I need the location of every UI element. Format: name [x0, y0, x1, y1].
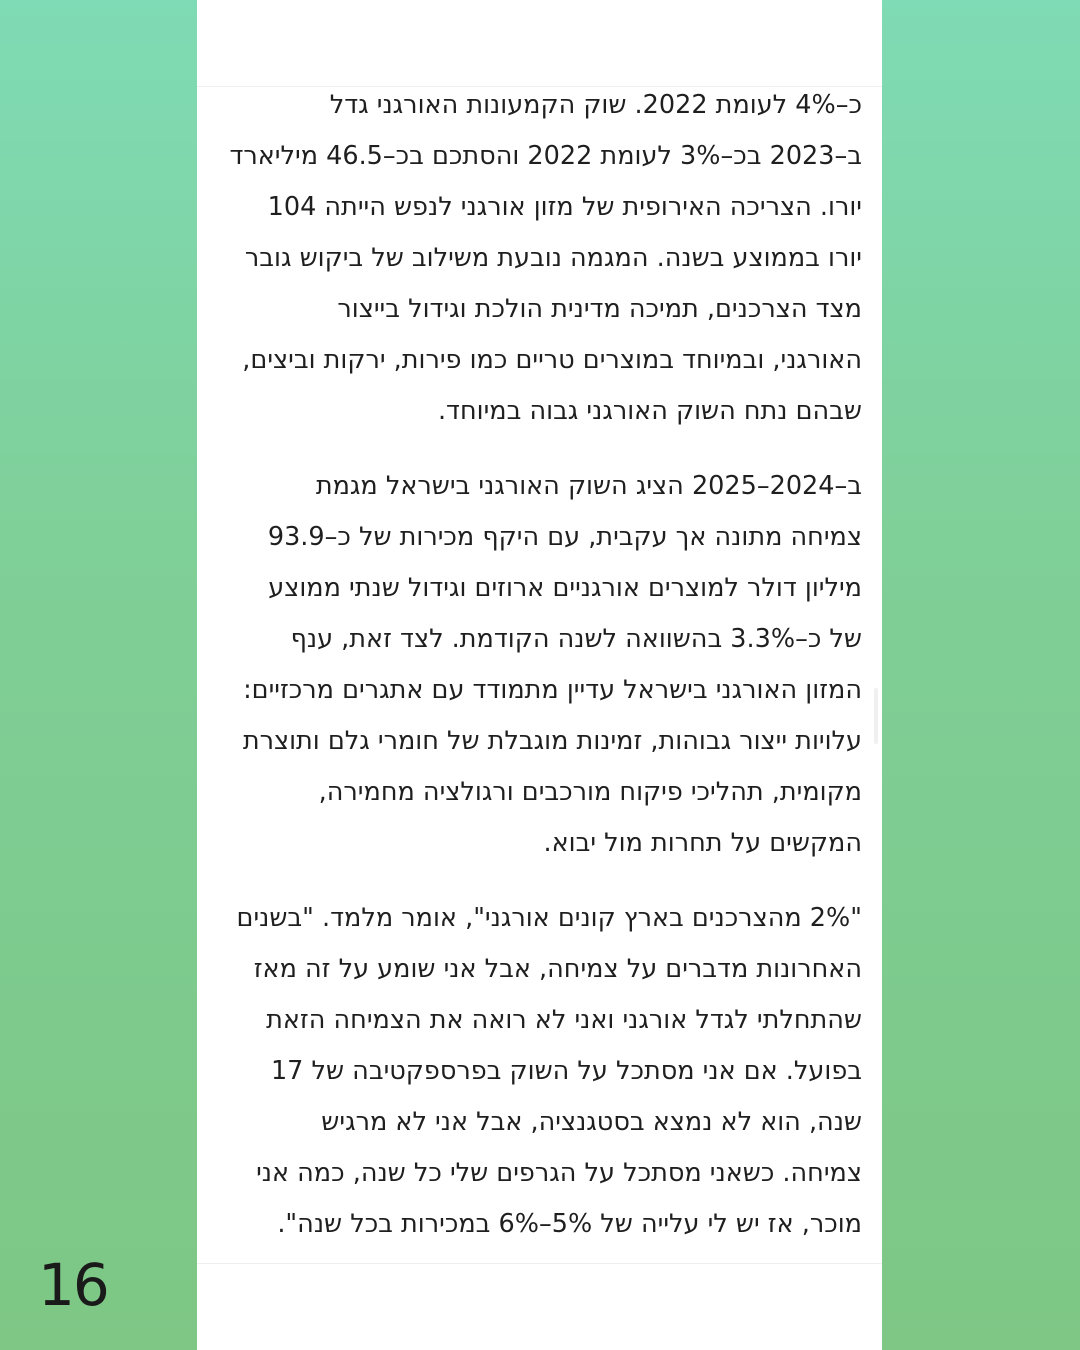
text-line: צמיחה. כשאני מסתכל על הגרפים שלי כל שנה, כמה אני	[256, 1158, 862, 1188]
text-line: יורו בממוצע בשנה. המגמה נובעת משילוב של ביקוש גובר	[244, 243, 862, 273]
bottom-divider	[197, 1263, 882, 1264]
text-line: של כ–3.3% בהשוואה לשנה הקודמת. לצד זאת, ענף	[290, 624, 862, 654]
text-line: שנה, הוא לא נמצא בסטגנציה, אבל אני לא מרגיש	[321, 1107, 862, 1137]
text-line: ב–2023 בכ–3% לעומת 2022 והסתכם בכ–46.5 מיליארד	[229, 141, 862, 171]
text-line: בפועל. אם אני מסתכל על השוק בפרספקטיבה של 17	[270, 1056, 862, 1086]
text-line: מיליון דולר למוצרים אורגניים ארוזים וגידול שנתי ממוצע	[268, 573, 862, 603]
paragraph-europe-market	[217, 80, 862, 437]
text-line: המזון האורגני בישראל עדיין מתמודד עם אתגרים מרכזיים:	[243, 675, 862, 705]
text-line: עלויות ייצור גבוהות, זמינות מוגבלת של חומרי גלם ותוצרת	[242, 726, 862, 756]
paragraph-israel-market	[217, 461, 862, 869]
text-line: מצד הצרכנים, תמיכה מדינית הולכת וגידול בייצור	[337, 294, 862, 324]
text-line: שהתחלתי לגדל אורגני ואני לא רואה את הצמיחה הזאת	[266, 1005, 862, 1035]
page-number: 16	[38, 1251, 108, 1319]
text-line: ב–2024–2025 הציג השוק האורגני בישראל מגמת	[315, 471, 862, 501]
article-body	[217, 80, 862, 1274]
text-line: יורו. הצריכה האירופית של מזון אורגני לנפש הייתה 104	[267, 192, 862, 222]
scrollbar-thumb[interactable]	[874, 688, 878, 744]
text-line: "2% מהצרכנים בארץ קונים אורגני", אומר מלמד. "בשנים	[236, 903, 862, 933]
text-line: מוכר, אז יש לי עלייה של 5%–6% במכירות בכל שנה".	[277, 1209, 862, 1239]
text-line: צמיחה מתונה אך עקבית, עם היקף מכירות של כ–93.9	[267, 522, 862, 552]
text-line: שבהם נתח השוק האורגני גבוה במיוחד.	[437, 396, 862, 426]
text-line: המקשים על תחרות מול יבוא.	[543, 828, 862, 858]
paragraph-quote	[217, 893, 862, 1250]
page-card	[197, 0, 882, 1350]
text-line: האורגני, ובמיוחד במוצרים טריים כמו פירות, ירקות וביצים,	[242, 345, 862, 375]
text-line: מקומית, תהליכי פיקוח מורכבים ורגולציה מחמירה,	[318, 777, 862, 807]
text-line: האחרונות מדברים על צמיחה, אבל אני שומע על זה מאז	[253, 954, 862, 984]
text-line: כ–4% לעומת 2022. שוק הקמעונות האורגני גדל	[329, 90, 862, 120]
